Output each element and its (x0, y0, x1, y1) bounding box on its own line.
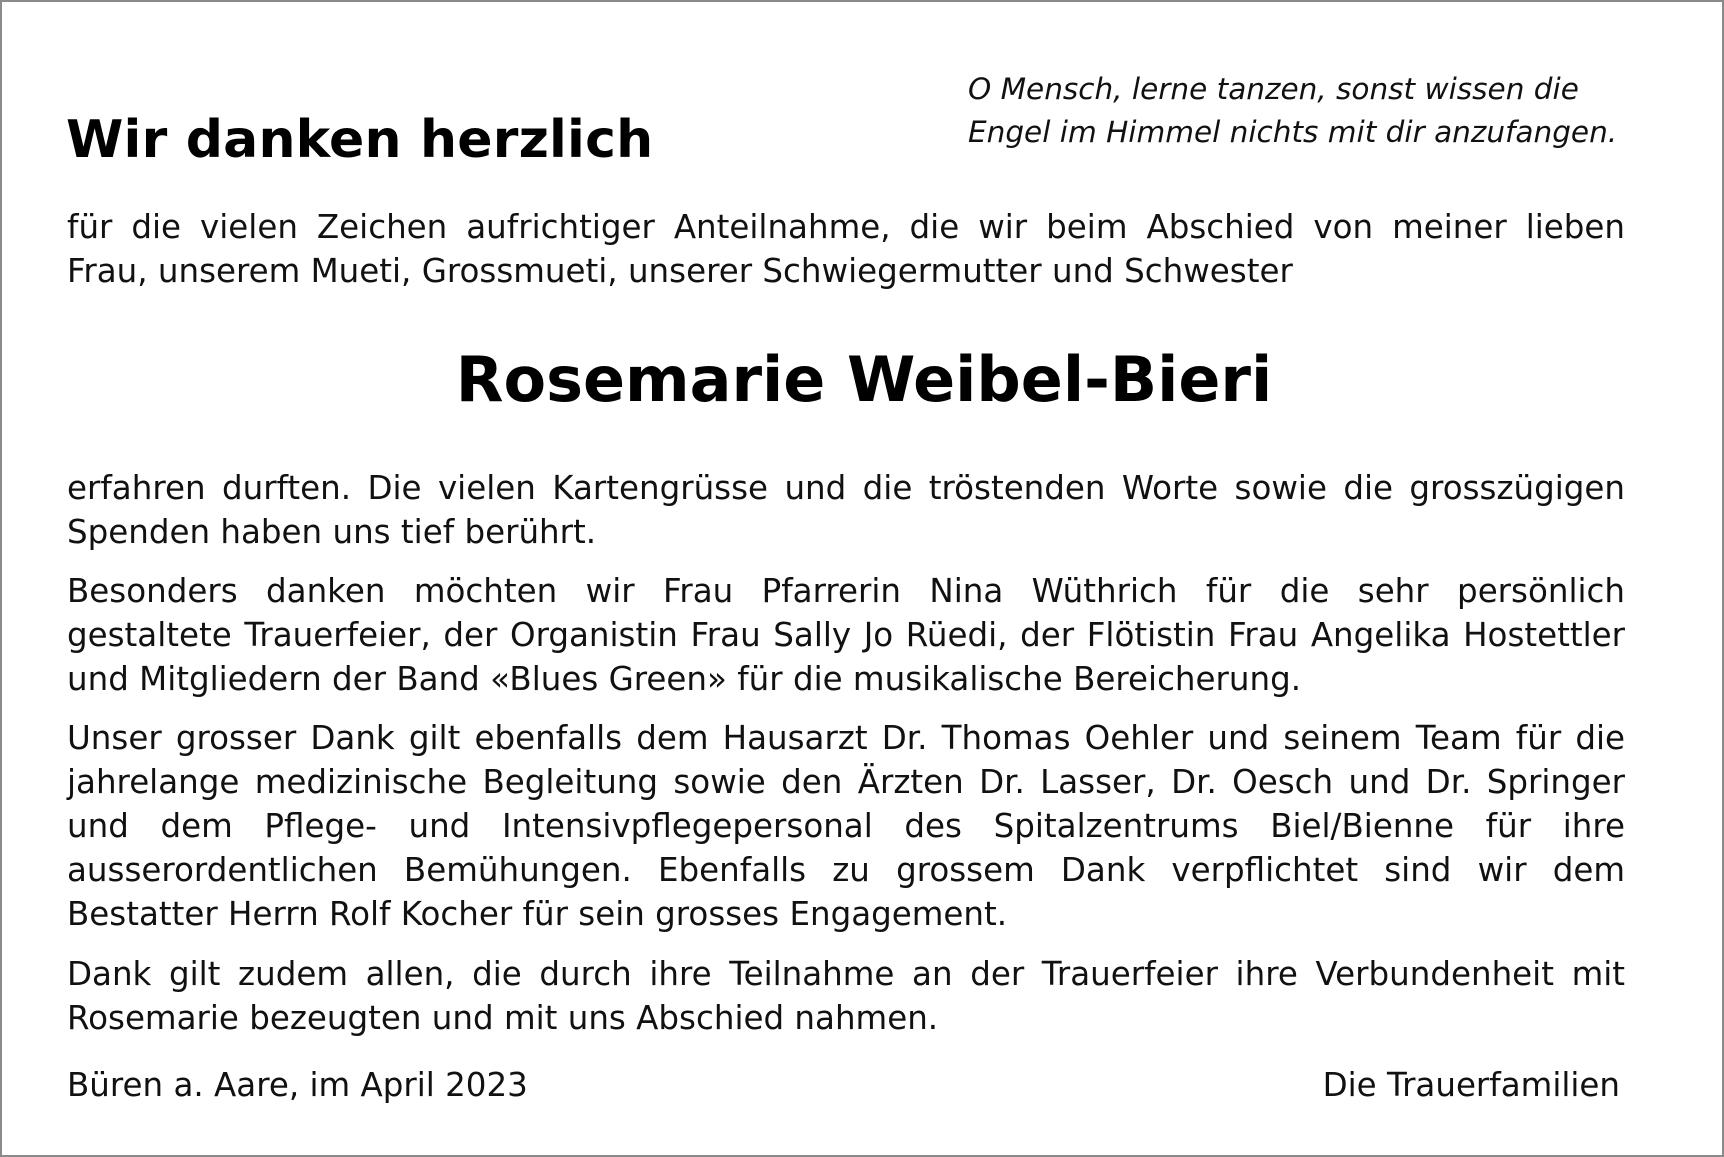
paragraph-line: ausserordentlichen Bemühungen. Ebenfalls zu grossem Dank verpflichtet sind wir dem (67, 851, 1625, 889)
paragraph-line: und Mitgliedern der Band «Blues Green» für die musikalische Bereicherung. (67, 660, 1302, 698)
paragraph-line: jahrelange medizinische Begleitung sowie den Ärzten Dr. Lasser, Dr. Oesch und Dr. Springer (67, 763, 1625, 801)
page-title: Wir danken herzlich (66, 110, 654, 170)
motto-line: Engel im Himmel nichts mit dir anzufangen. (968, 115, 1618, 149)
intro-line: für die vielen Zeichen aufrichtiger Anteilnahme, die wir beim Abschied von meiner lieben (67, 208, 1625, 246)
paragraph-line: gestaltete Trauerfeier, der Organistin Frau Sally Jo Rüedi, der Flötistin Frau Angelika Hostettler (67, 616, 1625, 654)
paragraph-attendees-thanks (67, 952, 1625, 1040)
paragraph-line: und dem Pflege- und Intensivpflegepersonal des Spitalzentrums Biel/Bienne für ihre (67, 807, 1625, 845)
paragraph-line: Unser grosser Dank gilt ebenfalls dem Hausarzt Dr. Thomas Oehler und seinem Team für die (67, 719, 1625, 757)
paragraph-line: erfahren durften. Die vielen Kartengrüsse und die tröstenden Worte sowie die grosszügigen (67, 469, 1625, 507)
motto-quote (968, 68, 1668, 154)
paragraph-line: Spenden haben uns tief berührt. (67, 513, 597, 551)
paragraph-cards-thanks (67, 466, 1625, 554)
paragraph-line: Dank gilt zudem allen, die durch ihre Teilnahme an der Trauerfeier ihre Verbundenheit mit (67, 955, 1625, 993)
paragraph-line: Rosemarie bezeugten und mit uns Abschied nahmen. (67, 999, 939, 1037)
place-date: Büren a. Aare, im April 2023 (67, 1066, 528, 1104)
intro-paragraph (67, 205, 1625, 293)
paragraph-line: Bestatter Herrn Rolf Kocher für sein grosses Engagement. (67, 895, 1008, 933)
paragraph-line: Besonders danken möchten wir Frau Pfarrerin Nina Wüthrich für die sehr persönlich (67, 572, 1625, 610)
deceased-name: Rosemarie Weibel-Bieri (455, 343, 1273, 416)
motto-line: O Mensch, lerne tanzen, sonst wissen die (968, 72, 1579, 106)
paragraph-ceremony-thanks (67, 569, 1625, 701)
paragraph-medical-thanks (67, 716, 1625, 936)
intro-line: Frau, unserem Mueti, Grossmueti, unserer Schwiegermutter und Schwester (67, 252, 1293, 290)
signature: Die Trauerfamilien (1322, 1066, 1620, 1104)
